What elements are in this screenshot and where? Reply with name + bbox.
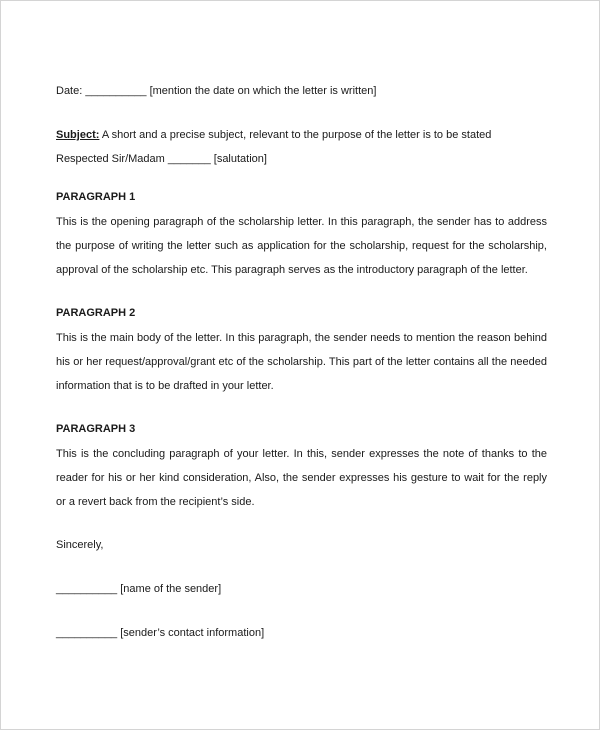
paragraph-3-section xyxy=(56,422,547,514)
paragraph-2-section xyxy=(56,306,547,398)
paragraph-1-heading: PARAGRAPH 1 xyxy=(56,191,136,203)
subject-text: A short and a precise subject, relevant to the purpose of the letter is to be stated xyxy=(99,129,492,141)
paragraph-1-section xyxy=(56,190,547,282)
sender-contact-line: __________ [sender’s contact information] xyxy=(56,627,265,639)
subject-line xyxy=(56,128,547,142)
closing-line: Sincerely, xyxy=(56,539,104,551)
date-line: Date: __________ [mention the date on which the letter is written] xyxy=(56,85,377,97)
letter-body xyxy=(56,84,547,640)
paragraph-3-text: This is the concluding paragraph of your letter. In this, sender expresses the note of thanks to the reader for his or her kind consideration, Also, the sender expresses his gesture to wait for the reply or a revert back from the recipient’s side. xyxy=(56,448,547,508)
paragraph-2-text: This is the main body of the letter. In this paragraph, the sender needs to mention the reason behind his or her request/approval/grant etc of the scholarship. This part of the letter contains all the needed information that is to be drafted in your letter. xyxy=(56,332,547,392)
subject-label: Subject: xyxy=(56,129,100,141)
sender-name-line: __________ [name of the sender] xyxy=(56,583,222,595)
paragraph-2-heading: PARAGRAPH 2 xyxy=(56,307,136,319)
paragraph-3-heading: PARAGRAPH 3 xyxy=(56,423,136,435)
paragraph-1-text: This is the opening paragraph of the scholarship letter. In this paragraph, the sender has to address the purpose of writing the letter such as application for the scholarship, request for the scholarship, approval of the scholarship etc. This paragraph serves as the introductory paragraph of the letter. xyxy=(56,216,547,276)
salutation-line: Respected Sir/Madam _______ [salutation] xyxy=(56,153,267,165)
